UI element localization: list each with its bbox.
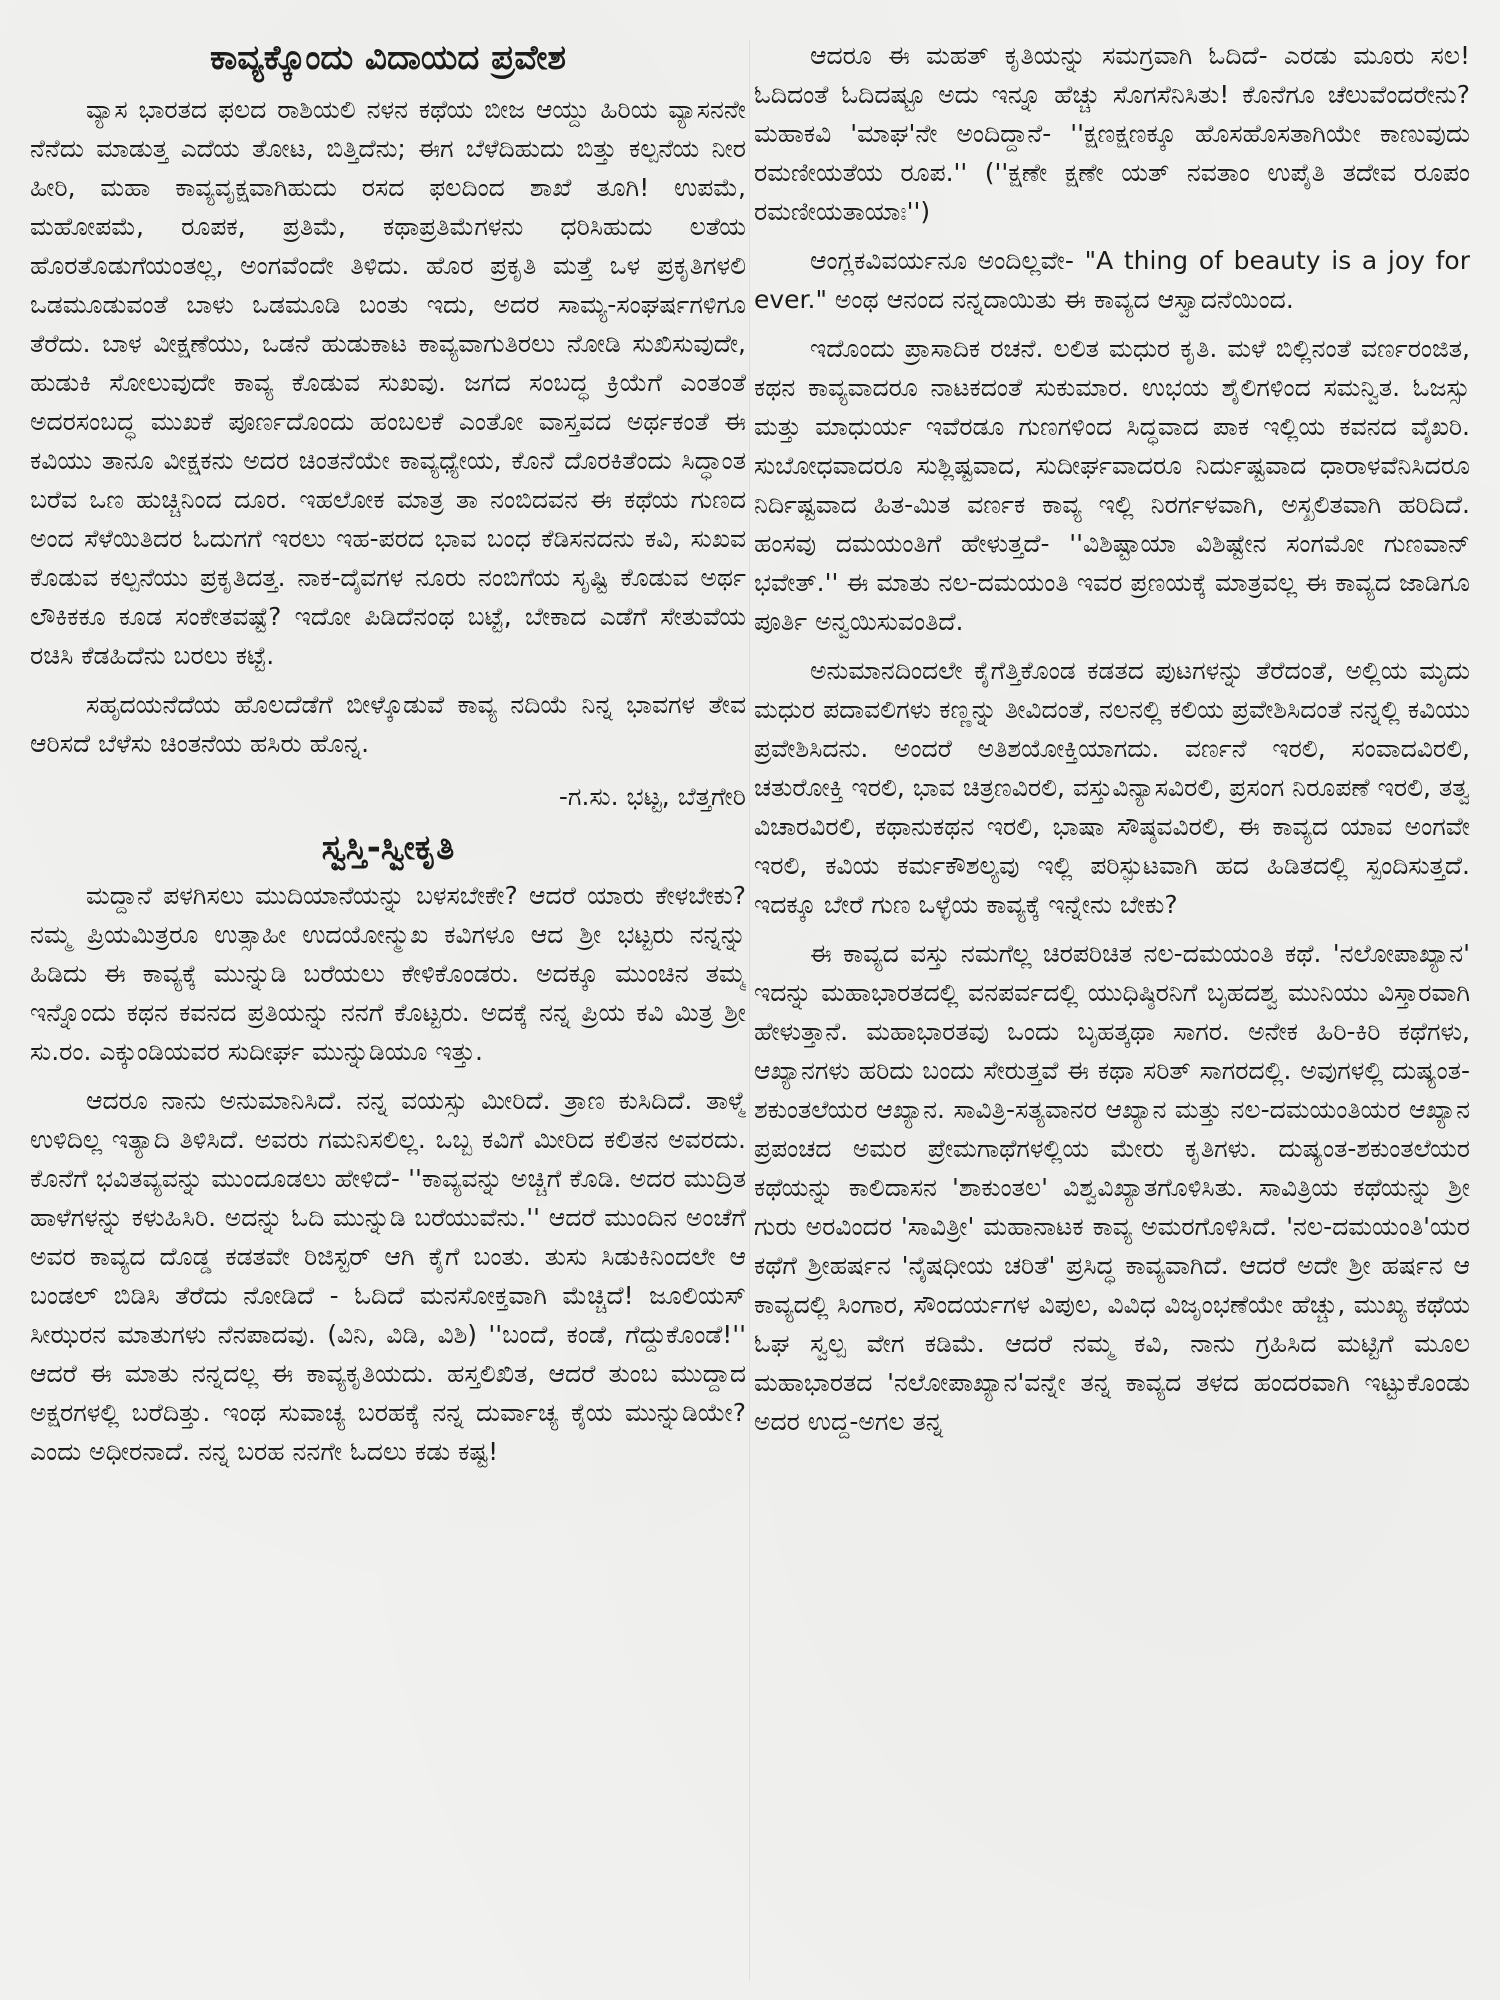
poem-closing: ಸಹೃದಯನೆದೆಯ ಹೊಲದೆಡೆಗೆ ಬೀಳ್ಕೊಡುವೆ ಕಾವ್ಯ ನದಿಯೆ ನಿನ್ನ ಭಾವಗಳ ತೇವ ಆರಿಸದೆ ಬೆಳೆಸು ಚಿಂತನೆಯ ಹಸಿರು ಹೊನ್ನ. xyxy=(30,690,746,759)
author-signature: -ಗ.ಸು. ಭಟ್ಟ, ಬೆತ್ತಗೇರಿ xyxy=(558,782,746,812)
right-paragraph-5: ಈ ಕಾವ್ಯದ ವಸ್ತು ನಮಗೆಲ್ಲ ಚಿರಪರಿಚಿತ ನಲ-ದಮಯಂತಿ ಕಥೆ. 'ನಲೋಪಾಖ್ಯಾನ' ಇದನ್ನು ಮಹಾಭಾರತದಲ್ಲಿ ವನಪರ್ವದಲ್ಲಿ ಯುಧಿಷ್ಠಿರನಿಗೆ ಬೃಹದಶ್ವ ಮುನಿಯು ವಿಸ್ತಾರವಾಗಿ ಹೇಳುತ್ತಾನೆ. ಮಹಾಭಾರತವು ಒಂದು ಬೃಹತ್ಕಥಾ ಸಾಗರ. ಅನೇಕ ಹಿರಿ-ಕಿರಿ ಕಥೆಗಳು, ಆಖ್ಯಾನಗಳು ಹರಿದು ಬಂದು ಸೇರುತ್ತವೆ ಈ ಕಥಾ ಸರಿತ್ ಸಾಗರದಲ್ಲಿ. ಅವುಗಳಲ್ಲಿ ದುಷ್ಯಂತ-ಶಕುಂತಲೆಯರ ಆಖ್ಯಾನ. ಸಾವಿತ್ರಿ-ಸತ್ಯವಾನರ ಆಖ್ಯಾನ ಮತ್ತು ನಲ-ದಮಯಂತಿಯರ ಆಖ್ಯಾನ ಪ್ರಪಂಚದ ಅಮರ ಪ್ರೇಮಗಾಥೆಗಳಲ್ಲಿಯ ಮೇರು ಕೃತಿಗಳು. ದುಷ್ಯಂತ-ಶಕುಂತಲೆಯರ ಕಥೆಯನ್ನು ಕಾಲಿದಾಸನ 'ಶಾಕುಂತಲ' ವಿಶ್ವವಿಖ್ಯಾತಗೊಳಿಸಿತು. ಸಾವಿತ್ರಿಯ ಕಥೆಯನ್ನು ಶ್ರೀ ಗುರು ಅರವಿಂದರ 'ಸಾವಿತ್ರೀ' ಮಹಾನಾಟಕ ಕಾವ್ಯ ಅಮರಗೊಳಿಸಿದೆ. 'ನಲ-ದಮಯಂತಿ'ಯರ ಕಥೆಗೆ ಶ್ರೀಹರ್ಷನ 'ನೈಷಧೀಯ ಚರಿತೆ' ಪ್ರಸಿದ್ಧ ಕಾವ್ಯವಾಗಿದೆ. ಆದರೆ ಅದೇ ಶ್ರೀ ಹರ್ಷನ ಆ ಕಾವ್ಯದಲ್ಲಿ ಸಿಂಗಾರ, ಸೌಂದರ್ಯಗಳ ವಿಪುಲ, ವಿವಿಧ ವಿಜೃಂಭಣೆಯೇ ಹೆಚ್ಚು, ಮುಖ್ಯ ಕಥೆಯ ಓಘ ಸ್ವಲ್ಪ ವೇಗ ಕಡಿಮೆ. ಆದರೆ ನಮ್ಮ ಕವಿ, ನಾನು ಗ್ರಹಿಸಿದ ಮಟ್ಟಿಗೆ ಮೂಲ ಮಹಾಭಾರತದ 'ನಲೋಪಾಖ್ಯಾನ'ವನ್ನೇ ತನ್ನ ಕಾವ್ಯದ ತಳದ ಹಂದರವಾಗಿ ಇಟ್ಟುಕೊಂಡು ಅದರ ಉದ್ದ-ಅಗಲ ತನ್ನ xyxy=(754,939,1470,1436)
section-title-farewell: ಕಾವ್ಯಕ್ಕೊಂದು ವಿದಾಯದ ಪ್ರವೇಶ xyxy=(209,38,567,78)
two-column-layout xyxy=(30,36,1470,1980)
column-gap xyxy=(749,40,750,1980)
right-paragraph-4: ಅನುಮಾನದಿಂದಲೇ ಕೈಗೆತ್ತಿಕೊಂಡ ಕಡತದ ಪುಟಗಳನ್ನು ತೆರೆದಂತೆ, ಅಲ್ಲಿಯ ಮೃದು ಮಧುರ ಪದಾವಲಿಗಳು ಕಣ್ಣನ್ನು ತೀವಿದಂತೆ, ನಲನಲ್ಲಿ ಕಲಿಯ ಪ್ರವೇಶಿಸಿದಂತೆ ನನ್ನಲ್ಲಿ ಕವಿಯು ಪ್ರವೇಶಿಸಿದನು. ಅಂದರೆ ಅತಿಶಯೋಕ್ತಿಯಾಗದು. ವರ್ಣನೆ ಇರಲಿ, ಸಂವಾದವಿರಲಿ, ಚತುರೋಕ್ತಿ ಇರಲಿ, ಭಾವ ಚಿತ್ರಣವಿರಲಿ, ವಸ್ತುವಿನ್ಯಾಸವಿರಲಿ, ಪ್ರಸಂಗ ನಿರೂಪಣೆ ಇರಲಿ, ತತ್ವ ವಿಚಾರವಿರಲಿ, ಕಥಾನುಕಥನ ಇರಲಿ, ಭಾಷಾ ಸೌಷ್ಠವವಿರಲಿ, ಈ ಕಾವ್ಯದ ಯಾವ ಅಂಗವೇ ಇರಲಿ, ಕವಿಯ ಕರ್ಮಕೌಶಲ್ಯವು ಇಲ್ಲಿ ಪರಿಸ್ಫುಟವಾಗಿ ಹದ ಹಿಡಿತದಲ್ಲಿ ಸ್ಪಂದಿಸುತ್ತದೆ. ಇದಕ್ಕೂ ಬೇರೆ ಗುಣ ಒಳ್ಳೆಯ ಕಾವ್ಯಕ್ಕೆ ಇನ್ನೇನು ಬೇಕು? xyxy=(754,656,1470,919)
poem-body: ವ್ಯಾಸ ಭಾರತದ ಫಲದ ರಾಶಿಯಲಿ ನಳನ ಕಥೆಯ ಬೀಜ ಆಯ್ದು ಹಿರಿಯ ವ್ಯಾಸನನೇ ನೆನೆದು ಮಾಡುತ್ತ ಎದೆಯ ತೋಟ, ಬಿತ್ತಿದೆನು; ಈಗ ಬೆಳೆದಿಹುದು ಬಿತ್ತು ಕಲ್ಪನೆಯ ನೀರ ಹೀರಿ, ಮಹಾ ಕಾವ್ಯವೃಕ್ಷವಾಗಿಹುದು ರಸದ ಫಲದಿಂದ ಶಾಖೆ ತೂಗಿ! ಉಪಮೆ, ಮಹೋಪಮೆ, ರೂಪಕ, ಪ್ರತಿಮೆ, ಕಥಾಪ್ರತಿಮೆಗಳನು ಧರಿಸಿಹುದು ಲತೆಯ ಹೊರತೊಡುಗೆಯಂತಲ್ಲ, ಅಂಗವೆಂದೇ ತಿಳಿದು. ಹೊರ ಪ್ರಕೃತಿ ಮತ್ತೆ ಒಳ ಪ್ರಕೃತಿಗಳಲಿ ಒಡಮೂಡುವಂತೆ ಬಾಳು ಒಡಮೂಡಿ ಬಂತು ಇದು, ಅದರ ಸಾಮ್ಯ-ಸಂಘರ್ಷಗಳಿಗೂ ತೆರೆದು. ಬಾಳ ವೀಕ್ಷಣೆಯು, ಒಡನೆ ಹುಡುಕಾಟ ಕಾವ್ಯವಾಗುತಿರಲು ನೋಡಿ ಸುಖಿಸುವುದೇ, ಹುಡುಕಿ ಸೋಲುವುದೇ ಕಾವ್ಯ ಕೊಡುವ ಸುಖವು. ಜಗದ ಸಂಬದ್ಧ ಕ್ರಿಯೆಗೆ ಎಂತಂತೆ ಅದರಸಂಬದ್ಧ ಮುಖಕೆ ಪೂರ್ಣದೊಂದು ಹಂಬಲಕೆ ಎಂತೋ ವಾಸ್ತವದ ಅರ್ಥಕಂತೆ ಈ ಕವಿಯು ತಾನೂ ವೀಕ್ಷಕನು ಅದರ ಚಿಂತನೆಯೇ ಕಾವ್ಯಧ್ಯೇಯ, ಕೊನೆ ದೊರಕಿತೆಂದು ಸಿದ್ಧಾಂತ ಬರೆವ ಒಣ ಹುಚ್ಚಿನಿಂದ ದೂರ. ಇಹಲೋಕ ಮಾತ್ರ ತಾ ನಂಬಿದವನ ಈ ಕಥೆಯ ಗುಣದ ಅಂದ ಸೆಳೆಯಿತಿದರ ಓದುಗಗೆ ಇರಲು ಇಹ-ಪರದ ಭಾವ ಬಂಧ ಕೆಡಿಸನದನು ಕವಿ, ಸುಖವ ಕೊಡುವ ಕಲ್ಪನೆಯು ಪ್ರಕೃತಿದತ್ತ. ನಾಕ-ದೈವಗಳ ನೂರು ನಂಬಿಗೆಯ ಸೃಷ್ಟಿ ಕೊಡುವ ಅರ್ಥ ಲೌಕಿಕಕೂ ಕೂಡ ಸಂಕೇತವಷ್ಟೆ? ಇದೋ ಪಿಡಿದೆನಂಥ ಬಟ್ಟೆ, ಬೇಕಾದ ಎಡೆಗೆ ಸೇತುವೆಯ ರಚಿಸಿ ಕೆಡಹಿದೆನು ಬರಲು ಕಟ್ಟೆ. xyxy=(30,95,746,671)
right-paragraph-2: ಆಂಗ್ಲಕವಿವರ್ಯನೂ ಅಂದಿಲ್ಲವೇ- "A thing of beauty is a joy for ever." ಅಂಥ ಆನಂದ ನನ್ನದಾಯಿತು ಈ ಕಾವ್ಯದ ಆಸ್ವಾದನೆಯಿಂದ. xyxy=(754,246,1470,314)
left-paragraph-2: ಆದರೂ ನಾನು ಅನುಮಾನಿಸಿದೆ. ನನ್ನ ವಯಸ್ಸು ಮೀರಿದೆ. ತ್ರಾಣ ಕುಸಿದಿದೆ. ತಾಳ್ಮೆ ಉಳಿದಿಲ್ಲ ಇತ್ಯಾದಿ ತಿಳಿಸಿದೆ. ಅವರು ಗಮನಿಸಲಿಲ್ಲ. ಒಬ್ಬ ಕವಿಗೆ ಮೀರಿದ ಕಲಿತನ ಅವರದು. ಕೊನೆಗೆ ಭವಿತವ್ಯವನ್ನು ಮುಂದೂಡಲು ಹೇಳಿದೆ- ''ಕಾವ್ಯವನ್ನು ಅಚ್ಚಿಗೆ ಕೊಡಿ. ಅದರ ಮುದ್ರಿತ ಹಾಳೆಗಳನ್ನು ಕಳುಹಿಸಿರಿ. ಅದನ್ನು ಓದಿ ಮುನ್ನುಡಿ ಬರೆಯುವೆನು.'' ಆದರೆ ಮುಂದಿನ ಅಂಚೆಗೆ ಅವರ ಕಾವ್ಯದ ದೊಡ್ಡ ಕಡತವೇ ರಿಜಿಸ್ಟರ್ ಆಗಿ ಕೈಗೆ ಬಂತು. ತುಸು ಸಿಡುಕಿನಿಂದಲೇ ಆ ಬಂಡಲ್ ಬಿಡಿಸಿ ತೆರೆದು ನೋಡಿದೆ - ಓದಿದೆ ಮನಸೋಕ್ತವಾಗಿ ಮೆಚ್ಚಿದೆ! ಜೂಲಿಯಸ್ ಸೀಝರನ ಮಾತುಗಳು ನೆನಪಾದವು. (ವಿನಿ, ವಿಡಿ, ವಿಶಿ) ''ಬಂದೆ, ಕಂಡೆ, ಗೆದ್ದುಕೊಂಡೆ!'' ಆದರೆ ಈ ಮಾತು ನನ್ನದಲ್ಲ ಈ ಕಾವ್ಯಕೃತಿಯದು. ಹಸ್ತಲಿಖಿತ, ಆದರೆ ತುಂಬ ಮುದ್ದಾದ ಅಕ್ಷರಗಳಲ್ಲಿ ಬರೆದಿತ್ತು. ಇಂಥ ಸುವಾಚ್ಯ ಬರಹಕ್ಕೆ ನನ್ನ ದುರ್ವಾಚ್ಯ ಕೈಯ ಮುನ್ನುಡಿಯೇ? ಎಂದು ಅಧೀರನಾದೆ. ನನ್ನ ಬರಹ ನನಗೇ ಓದಲು ಕಡು ಕಷ್ಟ! xyxy=(30,1086,746,1467)
left-paragraph-1: ಮದ್ದಾನೆ ಪಳಗಿಸಲು ಮುದಿಯಾನೆಯನ್ನು ಬಳಸಬೇಕೇ? ಆದರೆ ಯಾರು ಕೇಳಬೇಕು? ನಮ್ಮ ಪ್ರಿಯಮಿತ್ರರೂ ಉತ್ಸಾಹೀ ಉದಯೋನ್ಮುಖ ಕವಿಗಳೂ ಆದ ಶ್ರೀ ಭಟ್ಟರು ನನ್ನನ್ನು ಹಿಡಿದು ಈ ಕಾವ್ಯಕ್ಕೆ ಮುನ್ನುಡಿ ಬರೆಯಲು ಕೇಳಿಕೊಂಡರು. ಅದಕ್ಕೂ ಮುಂಚಿನ ತಮ್ಮ ಇನ್ನೊಂದು ಕಥನ ಕವನದ ಪ್ರತಿಯನ್ನು ನನಗೆ ಕೊಟ್ಟರು. ಅದಕ್ಕೆ ನನ್ನ ಪ್ರಿಯ ಕವಿ ಮಿತ್ರ ಶ್ರೀ ಸು.ರಂ. ಎಕ್ಕುಂಡಿಯವರ ಸುದೀರ್ಘ ಮುನ್ನುಡಿಯೂ ಇತ್ತು. xyxy=(30,881,746,1067)
right-column xyxy=(754,36,1470,1980)
section-title-acknowledgement: ಸ್ವಸ್ತಿ-ಸ್ವೀಕೃತಿ xyxy=(321,828,455,869)
left-column xyxy=(30,36,746,1980)
right-paragraph-3: ಇದೊಂದು ಪ್ರಾಸಾದಿಕ ರಚನೆ. ಲಲಿತ ಮಧುರ ಕೃತಿ. ಮಳೆ ಬಿಲ್ಲಿನಂತೆ ವರ್ಣರಂಜಿತ, ಕಥನ ಕಾವ್ಯವಾದರೂ ನಾಟಕದಂತೆ ಸುಕುಮಾರ. ಉಭಯ ಶೈಲಿಗಳಿಂದ ಸಮನ್ವಿತ. ಓಜಸ್ಸು ಮತ್ತು ಮಾಧುರ್ಯ ಇವೆರಡೂ ಗುಣಗಳಿಂದ ಸಿದ್ಧವಾದ ಪಾಕ ಇಲ್ಲಿಯ ಕವನದ ವೈಖರಿ. ಸುಬೋಧವಾದರೂ ಸುಶ್ಲಿಷ್ಟವಾದ, ಸುದೀರ್ಘವಾದರೂ ನಿರ್ದುಷ್ಟವಾದ ಧಾರಾಳವೆನಿಸಿದರೂ ನಿರ್ದಿಷ್ಟವಾದ ಹಿತ-ಮಿತ ವರ್ಣಕ ಕಾವ್ಯ ಇಲ್ಲಿ ನಿರರ್ಗಳವಾಗಿ, ಅಸ್ಖಲಿತವಾಗಿ ಹರಿದಿದೆ. ಹಂಸವು ದಮಯಂತಿಗೆ ಹೇಳುತ್ತದೆ- ''ವಿಶಿಷ್ಟಾಯಾ ವಿಶಿಷ್ಟೇನ ಸಂಗಮೋ ಗುಣವಾನ್ ಭವೇತ್.'' ಈ ಮಾತು ನಲ-ದಮಯಂತಿ ಇವರ ಪ್ರಣಯಕ್ಕೆ ಮಾತ್ರವಲ್ಲ ಈ ಕಾವ್ಯದ ಜಾಡಿಗೂ ಪೂರ್ತಿ ಅನ್ವಯಿಸುವಂತಿದೆ. xyxy=(754,334,1470,636)
right-paragraph-1: ಆದರೂ ಈ ಮಹತ್ ಕೃತಿಯನ್ನು ಸಮಗ್ರವಾಗಿ ಓದಿದೆ- ಎರಡು ಮೂರು ಸಲ! ಓದಿದಂತೆ ಓದಿದಷ್ಟೂ ಅದು ಇನ್ನೂ ಹೆಚ್ಚು ಸೊಗಸೆನಿಸಿತು! ಕೊನೆಗೂ ಚೆಲುವೆಂದರೇನು? ಮಹಾಕವಿ 'ಮಾಘ'ನೇ ಅಂದಿದ್ದಾನೆ- ''ಕ್ಷಣಕ್ಷಣಕ್ಕೂ ಹೊಸಹೊಸತಾಗಿಯೇ ಕಾಣುವುದು ರಮಣೀಯತೆಯ ರೂಪ.'' (''ಕ್ಷಣೇ ಕ್ಷಣೇ ಯತ್ ನವತಾಂ ಉಪೈತಿ ತದೇವ ರೂಪಂ ರಮಣೀಯತಾಯಾಃ'') xyxy=(754,41,1470,226)
